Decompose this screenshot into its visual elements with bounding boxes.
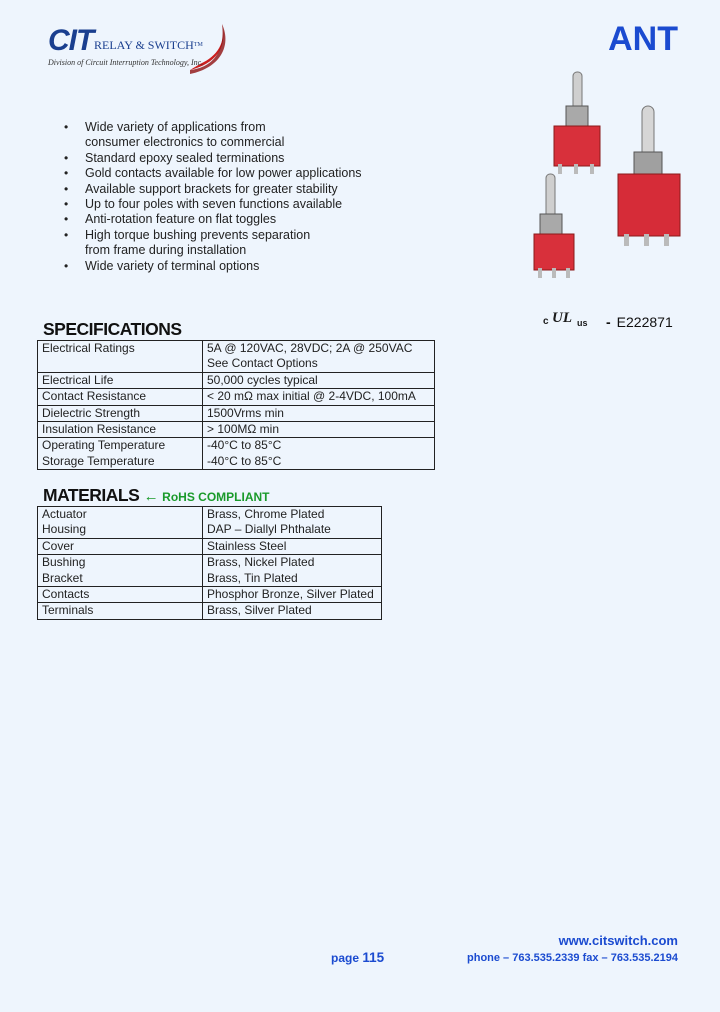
table-label-cell [38, 389, 203, 405]
property-name: Bushing [42, 555, 86, 570]
table-value-cell [203, 389, 435, 405]
table-value-cell [203, 555, 382, 587]
feature-list [64, 120, 484, 274]
material-row [38, 538, 382, 554]
table-label-cell [38, 555, 203, 587]
specifications-table [37, 340, 435, 470]
table-label-cell [38, 507, 203, 539]
table-value-cell [203, 603, 382, 619]
material-row [38, 587, 382, 603]
spec-row [38, 341, 435, 373]
feature-text: • Anti-rotation feature on flat toggles [85, 212, 277, 227]
ul-mark-ul: UL [552, 310, 572, 326]
toggle-switch-small-bottom [534, 174, 574, 278]
feature-text: • Standard epoxy sealed terminations [85, 150, 285, 165]
feature-item [64, 151, 484, 166]
spec-row [38, 438, 435, 470]
property-value: See Contact Options [207, 356, 318, 371]
property-name: Storage Temperature [42, 453, 155, 468]
property-value: 50,000 cycles typical [207, 372, 318, 387]
logo-division: Division of Circuit Interruption Technology, Inc. [48, 58, 204, 67]
specifications-heading: SPECIFICATIONS [43, 319, 182, 339]
page-number: page 115 [331, 950, 385, 965]
property-name: Electrical Ratings [42, 341, 135, 355]
materials-table [37, 506, 382, 620]
table-value-cell [203, 422, 435, 438]
feature-text: • Up to four poles with seven functions available [85, 197, 343, 212]
property-value: 1500Vrms min [207, 405, 284, 420]
feature-item [64, 212, 484, 227]
table-label-cell [38, 422, 203, 438]
feature-item [64, 259, 484, 274]
property-value: DAP – Diallyl Phthalate [207, 522, 331, 537]
toggle-switch-large-right [618, 106, 680, 246]
rohs-compliant-label: RoHS COMPLIANT [162, 490, 270, 504]
property-name: Insulation Resistance [42, 422, 157, 437]
property-value: -40°C to 85°C [207, 438, 282, 453]
table-label-cell [38, 372, 203, 388]
property-value: Brass, Chrome Plated [207, 507, 325, 521]
table-label-cell [38, 538, 203, 554]
company-logo [40, 18, 240, 90]
property-name: Electrical Life [42, 372, 114, 387]
feature-text: • Available support brackets for greater stability [85, 181, 338, 196]
table-label-cell [38, 405, 203, 421]
feature-text: from frame during installation [85, 243, 247, 258]
materials-heading: MATERIALS ← RoHS COMPLIANT [43, 485, 270, 505]
feature-text: consumer electronics to commercial [85, 135, 285, 150]
product-photo [530, 66, 700, 286]
feature-item [64, 228, 484, 259]
table-value-cell [203, 405, 435, 421]
spec-row [38, 422, 435, 438]
feature-text: • Gold contacts available for low power applications [85, 166, 362, 181]
property-name: Housing [42, 522, 87, 537]
website-link[interactable]: www.citswitch.com [558, 933, 678, 948]
property-value: < 20 mΩ max initial @ 2-4VDC, 100mA [207, 389, 416, 404]
logo-text: RELAY & SWITCH™ [94, 38, 203, 52]
feature-text: • High torque bushing prevents separation [85, 227, 311, 242]
property-value: Brass, Silver Plated [207, 603, 312, 618]
table-value-cell [203, 438, 435, 470]
rohs-arrow-icon: ← [143, 488, 159, 505]
ul-mark-c: c [543, 316, 549, 327]
feature-item [64, 197, 484, 212]
property-name: Contact Resistance [42, 389, 147, 404]
property-value: 5A @ 120VAC, 28VDC; 2A @ 250VAC [207, 341, 413, 355]
ul-mark-us: us [577, 318, 588, 328]
logo-mark: CIT [48, 24, 94, 57]
property-value: -40°C to 85°C [207, 453, 282, 468]
table-label-cell [38, 603, 203, 619]
property-name: Dielectric Strength [42, 405, 141, 420]
material-row [38, 603, 382, 619]
material-row [38, 507, 382, 539]
property-name: Actuator [42, 507, 87, 521]
series-title: ANT [608, 20, 678, 58]
feature-item [64, 182, 484, 197]
property-name: Bracket [42, 570, 83, 585]
contact-info: phone – 763.535.2339 fax – 763.535.2194 [467, 952, 678, 964]
spec-row [38, 405, 435, 421]
certification-number: - E222871 [606, 314, 673, 330]
property-name: Cover [42, 538, 75, 553]
property-value: Brass, Tin Plated [207, 570, 298, 585]
property-value: Brass, Nickel Plated [207, 555, 315, 570]
property-value: Stainless Steel [207, 538, 287, 553]
ul-certification-icon [543, 310, 593, 334]
feature-text: • Wide variety of terminal options [85, 258, 260, 273]
table-value-cell [203, 538, 382, 554]
toggle-switch-small-top [554, 72, 600, 174]
feature-text: • Wide variety of applications from [85, 120, 266, 134]
table-value-cell [203, 341, 435, 373]
property-name: Terminals [42, 603, 94, 618]
table-value-cell [203, 372, 435, 388]
feature-item [64, 166, 484, 181]
table-value-cell [203, 507, 382, 539]
property-name: Operating Temperature [42, 438, 166, 453]
spec-row [38, 372, 435, 388]
property-name: Contacts [42, 587, 90, 602]
feature-item [64, 120, 484, 151]
material-row [38, 555, 382, 587]
spec-row [38, 389, 435, 405]
table-value-cell [203, 587, 382, 603]
table-label-cell [38, 438, 203, 470]
table-label-cell [38, 587, 203, 603]
property-value: Phosphor Bronze, Silver Plated [207, 587, 374, 602]
property-value: > 100MΩ min [207, 422, 279, 437]
table-label-cell [38, 341, 203, 373]
